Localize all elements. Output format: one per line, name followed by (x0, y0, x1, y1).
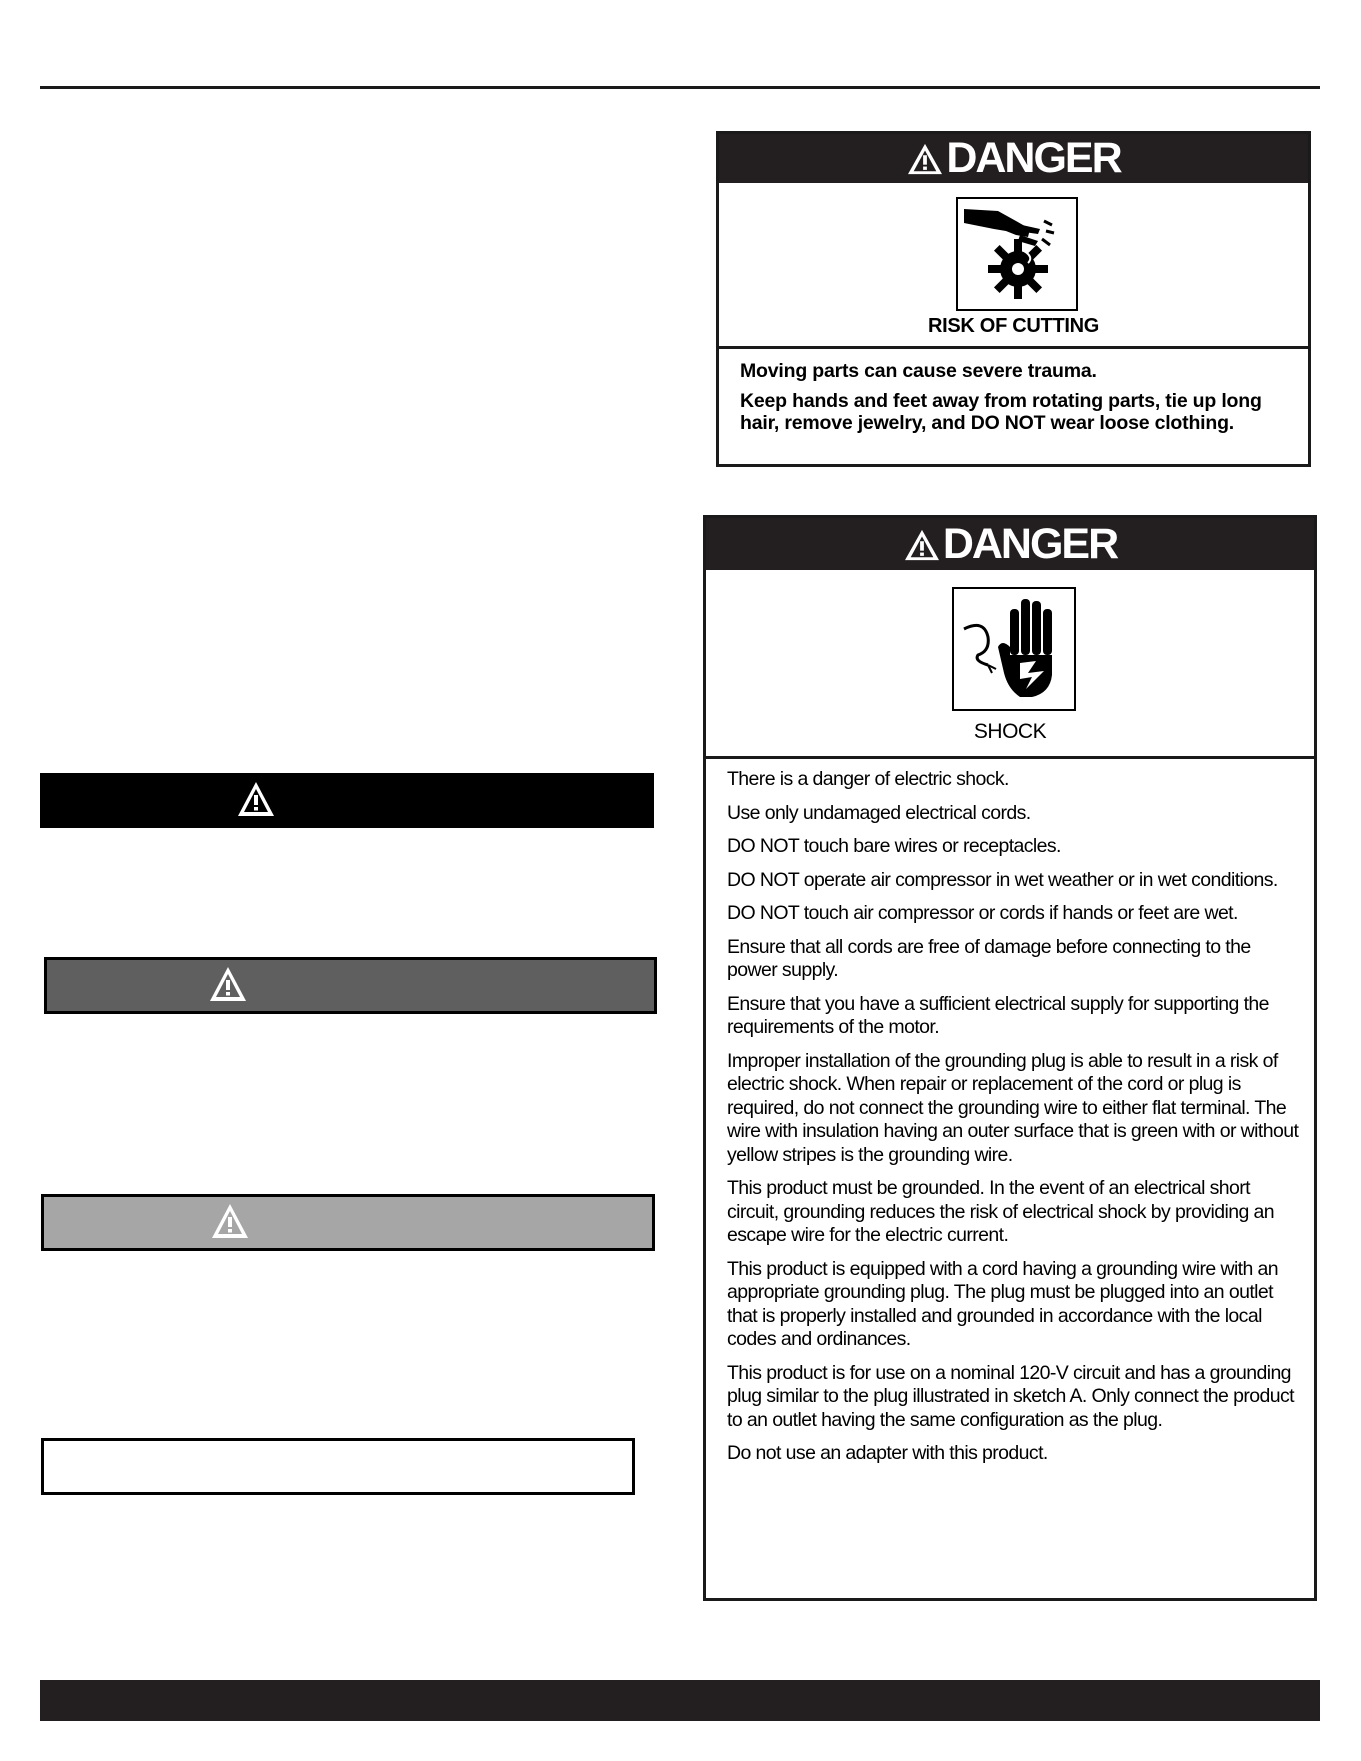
divider (706, 756, 1314, 759)
danger-shock-paragraph: Ensure that all cords are free of damage before connecting to the power supply. (727, 935, 1251, 981)
danger-cutting-title: DANGER (946, 134, 1121, 182)
warning-signal-bar (44, 957, 657, 1014)
divider (719, 346, 1308, 349)
danger-shock-paragraph: This product must be grounded. In the event of an electrical short circuit, grounding reduces the risk of electrical shock by providing an escape wire for the electric current. (727, 1177, 1275, 1246)
danger-shock-paragraph: DO NOT touch air compressor or cords if hands or feet are wet. (727, 902, 1238, 924)
danger-shock-paragraph: DO NOT touch bare wires or receptacles. (727, 835, 1061, 857)
danger-shock-header (706, 518, 1314, 570)
danger-shock-paragraph: DO NOT operate air compressor in wet weather or in wet conditions. (727, 868, 1278, 891)
hand-electric-shock-icon (952, 587, 1076, 711)
danger-shock-text (727, 768, 1302, 1476)
warning-triangle-icon (903, 528, 941, 562)
warning-triangle-icon (906, 142, 944, 176)
danger-shock-panel (703, 515, 1317, 1601)
warning-triangle-icon (236, 780, 276, 818)
hand-gear-cutting-icon (956, 197, 1078, 311)
danger-shock-caption: SHOCK (973, 720, 1047, 743)
danger-cutting-paragraph: Keep hands and feet away from rotating parts, tie up long hair, remove jewelry, and DO NOT wear loose clothing. (740, 390, 1262, 434)
danger-cutting-paragraph: Moving parts can cause severe trauma. (740, 360, 1097, 382)
danger-signal-bar (40, 773, 654, 828)
danger-shock-title: DANGER (942, 520, 1118, 568)
header-rule (40, 86, 1320, 89)
danger-shock-paragraph: This product is equipped with a cord having a grounding wire with an appropriate grounding plug. The plug must be plugged into an outlet that is properly installed and grounded in accordance with the local codes and ordinances. (727, 1257, 1279, 1350)
danger-shock-paragraph: This product is for use on a nominal 120-V circuit and has a grounding plug similar to the plug illustrated in sketch A. Only connect the product to an outlet having the same configuration as the plug. (727, 1361, 1294, 1431)
warning-triangle-icon (210, 1202, 250, 1240)
warning-triangle-icon (208, 965, 248, 1003)
danger-cutting-panel (716, 131, 1311, 467)
danger-shock-paragraph: There is a danger of electric shock. (727, 768, 1009, 790)
danger-shock-paragraph: Use only undamaged electrical cords. (727, 801, 1031, 824)
danger-shock-paragraph: Improper installation of the grounding plug is able to result in a risk of electric shock. When repair or replacement of the cord or plug is required, do not connect the grounding wire to either flat terminal. The wire with insulation having an outer surface that is green with or without yellow stripes is the grounding wire. (727, 1049, 1299, 1166)
footer-bar (40, 1680, 1320, 1721)
danger-cutting-text (740, 360, 1290, 442)
danger-cutting-header (719, 134, 1308, 183)
caution-signal-bar (41, 1194, 655, 1251)
notice-signal-bar (41, 1438, 635, 1495)
danger-shock-paragraph: Ensure that you have a sufficient electrical supply for supporting the requirements of the motor. (727, 992, 1269, 1038)
danger-cutting-caption: RISK OF CUTTING (927, 315, 1100, 337)
danger-shock-paragraph: Do not use an adapter with this product. (727, 1442, 1048, 1464)
